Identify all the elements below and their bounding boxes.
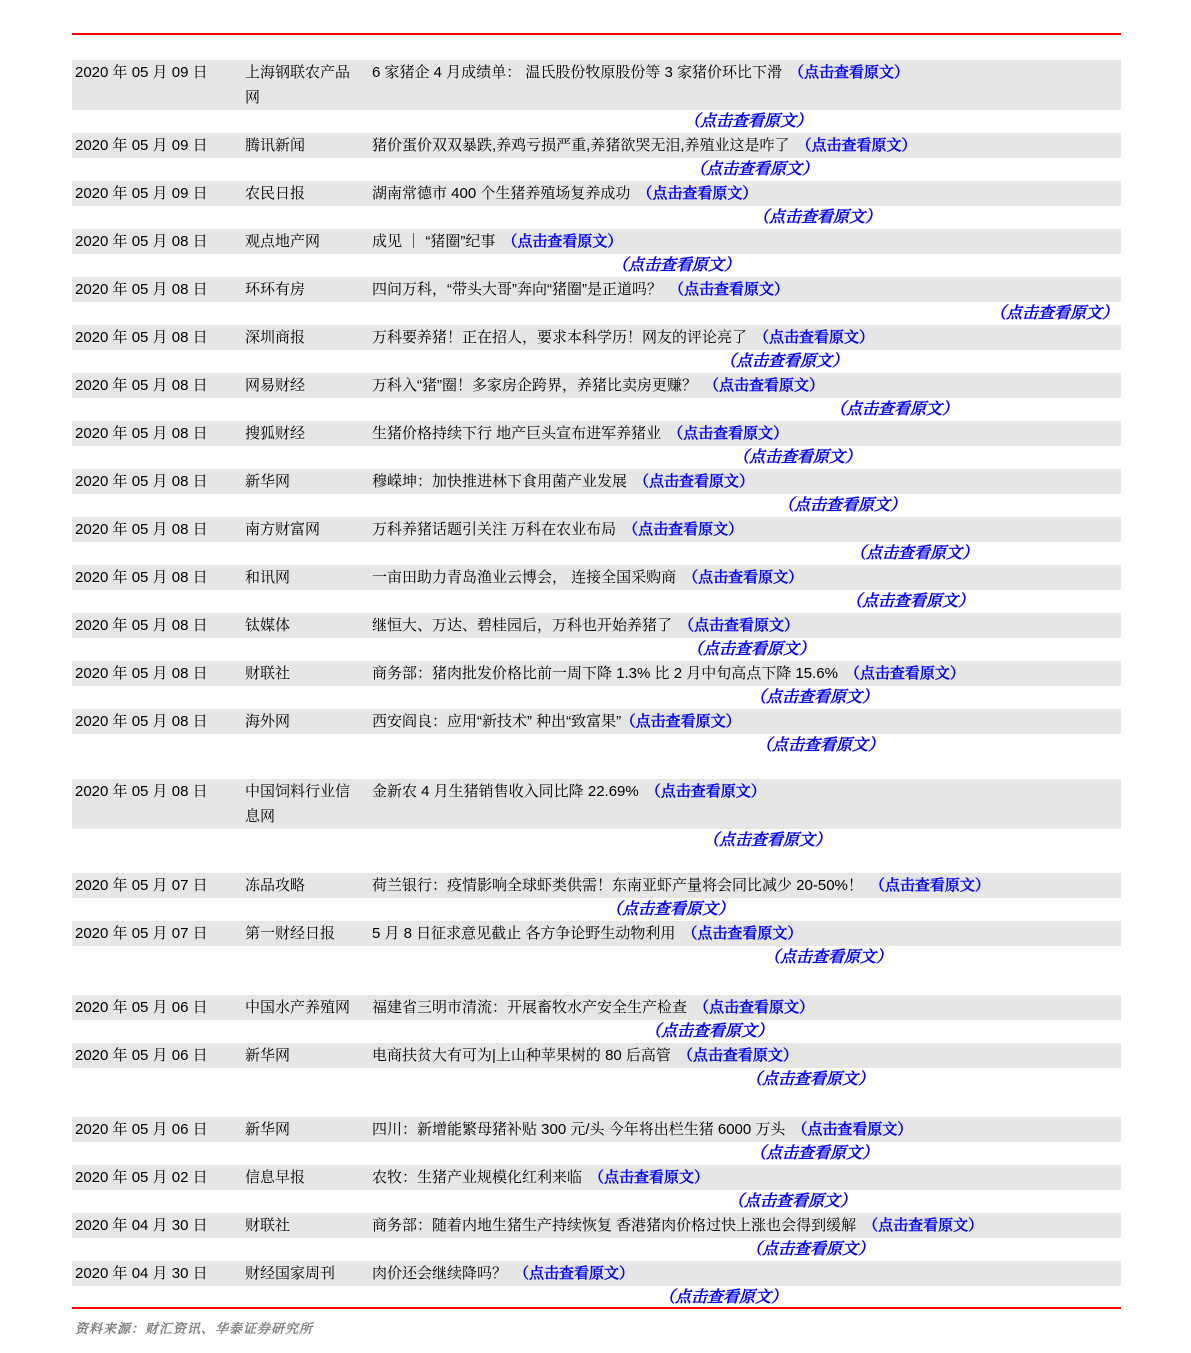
section-spacer: [72, 757, 1121, 779]
view-original-link-secondary[interactable]: （点击查看原文）: [728, 1193, 857, 1210]
gap-row: [72, 110, 1121, 133]
news-headline: 西安阎良：应用“新技术” 种出“致富果”: [372, 713, 622, 730]
news-headline: 继恒大、万达、碧桂园后，万科也开始养猪了: [372, 617, 673, 634]
view-original-link-secondary[interactable]: （点击查看原文）: [746, 1241, 875, 1258]
gap-row: [72, 590, 1121, 613]
news-headline-cell: [372, 1213, 1121, 1238]
news-headline-cell: [372, 613, 1121, 638]
news-source: 环环有房: [245, 281, 306, 298]
news-headline-cell: [372, 325, 1121, 350]
view-original-link[interactable]: （点击查看原文）: [677, 1047, 798, 1064]
news-row: [72, 229, 1121, 254]
news-row: [72, 1043, 1121, 1068]
news-source: 财经国家周刊: [245, 1265, 336, 1282]
gap-row: [72, 1238, 1121, 1261]
view-original-link[interactable]: （点击查看原文）: [682, 925, 803, 942]
news-headline: 穆嵘坤：加快推进林下食用菌产业发展: [372, 473, 628, 490]
news-row: [72, 995, 1121, 1020]
news-source: 观点地产网: [245, 233, 321, 250]
news-row: [72, 661, 1121, 686]
gap-row: [72, 158, 1121, 181]
news-source: 钛媒体: [245, 617, 291, 634]
news-source: 新华网: [245, 473, 291, 490]
gap-row: [72, 946, 1121, 969]
news-entry: [72, 1091, 1121, 1165]
news-date: 2020 年 05 月 08 日: [75, 281, 208, 298]
news-source: 腾讯新闻: [245, 137, 306, 154]
view-original-link-secondary[interactable]: （点击查看原文）: [753, 209, 882, 226]
view-original-link-secondary[interactable]: （点击查看原文）: [746, 1071, 875, 1088]
news-date: 2020 年 05 月 08 日: [75, 665, 208, 682]
news-headline-cell: [372, 779, 1121, 804]
view-original-link[interactable]: （点击查看原文）: [789, 64, 910, 81]
news-date: 2020 年 04 月 30 日: [75, 1217, 208, 1234]
news-date: 2020 年 05 月 07 日: [75, 877, 208, 894]
news-entry: [72, 852, 1121, 921]
view-original-link[interactable]: （点击查看原文）: [844, 665, 965, 682]
news-row: [72, 709, 1121, 734]
gap-row: [72, 302, 1121, 325]
news-row: [72, 60, 1121, 110]
news-headline-cell: [372, 60, 1121, 85]
news-headline-cell: [372, 873, 1121, 898]
view-original-link[interactable]: （点击查看原文）: [694, 999, 815, 1016]
news-date: 2020 年 05 月 08 日: [75, 329, 208, 346]
news-table: [72, 60, 1121, 1309]
news-date: 2020 年 05 月 08 日: [75, 521, 208, 538]
view-original-link-secondary[interactable]: （点击查看原文）: [659, 1289, 788, 1306]
news-headline: 猪价蛋价双双暴跌,养鸡亏损严重,养猪欲哭无泪,养殖业这是咋了: [372, 137, 790, 154]
view-original-link-secondary[interactable]: （点击查看原文）: [690, 161, 819, 178]
news-row: [72, 1117, 1121, 1142]
news-date: 2020 年 04 月 30 日: [75, 1265, 208, 1282]
news-headline: 四问万科，“带头大哥”奔向“猪圈”是正道吗？: [372, 281, 662, 298]
view-original-link[interactable]: （点击查看原文）: [792, 1121, 913, 1138]
news-source: 第一财经日报: [245, 925, 336, 942]
news-source: 上海钢联农产品网: [245, 64, 351, 106]
news-row: [72, 133, 1121, 158]
news-headline-cell: [372, 421, 1121, 446]
view-original-link-secondary[interactable]: （点击查看原文）: [720, 353, 849, 370]
news-date: 2020 年 05 月 08 日: [75, 233, 208, 250]
news-entry: [72, 613, 1121, 661]
gap-row: [72, 446, 1121, 469]
news-row: [72, 1261, 1121, 1286]
news-headline: 四川：新增能繁母猪补贴 300 元/头 今年将出栏生猪 6000 万头: [372, 1121, 786, 1138]
news-row: [72, 613, 1121, 638]
news-entry: [72, 1261, 1121, 1309]
gap-row: [72, 542, 1121, 565]
news-source: 财联社: [245, 665, 291, 682]
view-original-link-secondary[interactable]: （点击查看原文）: [750, 1145, 879, 1162]
news-entry: [72, 60, 1121, 133]
news-entry: [72, 1213, 1121, 1261]
news-entry: [72, 229, 1121, 277]
news-entry: [72, 325, 1121, 373]
news-headline: 金新农 4 月生猪销售收入同比降 22.69%: [372, 783, 639, 800]
view-original-link-secondary[interactable]: （点击查看原文）: [684, 113, 813, 130]
news-entry: [72, 757, 1121, 852]
news-source: 南方财富网: [245, 521, 321, 538]
divider-line-bottom: [72, 1307, 1121, 1309]
source-note: 资料来源：财汇资讯、华泰证券研究所: [75, 1321, 314, 1336]
news-headline-cell: [372, 133, 1121, 158]
gap-row: [72, 734, 1121, 757]
divider-line-top: [72, 33, 1121, 35]
view-original-link[interactable]: （点击查看原文）: [645, 783, 766, 800]
view-original-link-secondary[interactable]: （点击查看原文）: [830, 401, 959, 418]
news-source: 新华网: [245, 1047, 291, 1064]
view-original-link[interactable]: （点击查看原文）: [679, 617, 800, 634]
view-original-link[interactable]: （点击查看原文）: [796, 137, 917, 154]
view-original-link-secondary[interactable]: （点击查看原文）: [733, 449, 862, 466]
view-original-link-secondary[interactable]: （点击查看原文）: [612, 257, 741, 274]
news-headline: 商务部：猪肉批发价格比前一周下降 1.3% 比 2 月中旬高点下降 15.6%: [372, 665, 838, 682]
news-entry: [72, 661, 1121, 709]
news-date: 2020 年 05 月 09 日: [75, 185, 208, 202]
news-entry: [72, 133, 1121, 181]
news-source: 网易财经: [245, 377, 306, 394]
news-entry: [72, 421, 1121, 469]
news-date: 2020 年 05 月 08 日: [75, 713, 208, 730]
news-source: 信息早报: [245, 1169, 306, 1186]
news-date: 2020 年 05 月 06 日: [75, 1121, 208, 1138]
news-source: 中国水产养殖网: [245, 999, 351, 1016]
news-headline: 一亩田助力青岛渔业云博会， 连接全国采购商: [372, 569, 677, 586]
view-original-link[interactable]: （点击查看原文）: [628, 713, 741, 730]
view-original-link-secondary[interactable]: （点击查看原文）: [764, 949, 893, 966]
news-row: [72, 421, 1121, 446]
news-headline-cell: [372, 1117, 1121, 1142]
news-headline: 万科要养猪！正在招人，要求本科学历！网友的评论亮了: [372, 329, 748, 346]
news-row: [72, 873, 1121, 898]
news-source: 搜狐财经: [245, 425, 306, 442]
section-spacer: [72, 969, 1121, 995]
view-original-link-secondary[interactable]: （点击查看原文）: [778, 497, 907, 514]
news-headline-cell: [372, 277, 1121, 302]
news-headline-cell: [372, 517, 1121, 542]
news-entry: [72, 921, 1121, 969]
news-headline: 福建省三明市清流：开展畜牧水产安全生产检查: [372, 999, 688, 1016]
view-original-link[interactable]: （点击查看原文）: [754, 329, 875, 346]
news-headline-cell: [372, 921, 1121, 946]
news-entry: [72, 277, 1121, 325]
news-row: [72, 181, 1121, 206]
news-entry: [72, 517, 1121, 565]
news-headline-cell: [372, 181, 1121, 206]
view-original-link[interactable]: （点击查看原文）: [683, 569, 804, 586]
view-original-link[interactable]: （点击查看原文）: [869, 877, 990, 894]
news-date: 2020 年 05 月 06 日: [75, 999, 208, 1016]
view-original-link-secondary[interactable]: （点击查看原文）: [703, 832, 832, 849]
news-headline: 荷兰银行：疫情影响全球虾类供需！东南亚虾产量将会同比减少 20-50%！: [372, 877, 863, 894]
view-original-link-secondary[interactable]: （点击查看原文）: [687, 641, 816, 658]
news-headline: 肉价还会继续降吗？: [372, 1265, 508, 1282]
view-original-link[interactable]: （点击查看原文）: [668, 281, 789, 298]
news-headline: 商务部：随着内地生猪生产持续恢复 香港猪肉价格过快上涨也会得到缓解: [372, 1217, 857, 1234]
news-source: 冻品攻略: [245, 877, 306, 894]
view-original-link-secondary[interactable]: （点击查看原文）: [750, 689, 879, 706]
news-source: 新华网: [245, 1121, 291, 1138]
news-date: 2020 年 05 月 08 日: [75, 377, 208, 394]
gap-row: [72, 1020, 1121, 1043]
gap-row: [72, 1068, 1121, 1091]
news-source: 财联社: [245, 1217, 291, 1234]
news-headline-cell: [372, 1165, 1121, 1190]
news-row: [72, 565, 1121, 590]
news-entry: [72, 969, 1121, 1043]
news-headline-cell: [372, 709, 1121, 734]
view-original-link-secondary[interactable]: （点击查看原文）: [645, 1023, 774, 1040]
news-row: [72, 277, 1121, 302]
view-original-link-secondary[interactable]: （点击查看原文）: [756, 737, 885, 754]
view-original-link[interactable]: （点击查看原文）: [637, 185, 758, 202]
news-headline-cell: [372, 565, 1121, 590]
news-source: 深圳商报: [245, 329, 306, 346]
gap-row: [72, 638, 1121, 661]
news-entry: [72, 1043, 1121, 1091]
news-headline-cell: [372, 373, 1121, 398]
view-original-link[interactable]: （点击查看原文）: [668, 425, 789, 442]
news-date: 2020 年 05 月 09 日: [75, 64, 208, 81]
gap-row: [72, 206, 1121, 229]
gap-row: [72, 1142, 1121, 1165]
view-original-link[interactable]: （点击查看原文）: [514, 1265, 635, 1282]
news-date: 2020 年 05 月 09 日: [75, 137, 208, 154]
news-row: [72, 325, 1121, 350]
section-spacer: [72, 1091, 1121, 1117]
news-headline: 农牧：生猪产业规模化红利来临: [372, 1169, 583, 1186]
news-headline: 生猪价格持续下行 地产巨头宣布进军养猪业: [372, 425, 662, 442]
news-row: [72, 779, 1121, 829]
news-row: [72, 1165, 1121, 1190]
view-original-link[interactable]: （点击查看原文）: [623, 521, 744, 538]
news-date: 2020 年 05 月 08 日: [75, 425, 208, 442]
gap-row: [72, 686, 1121, 709]
view-original-link[interactable]: （点击查看原文）: [589, 1169, 710, 1186]
news-row: [72, 469, 1121, 494]
news-headline-cell: [372, 661, 1121, 686]
view-original-link[interactable]: （点击查看原文）: [704, 377, 825, 394]
news-date: 2020 年 05 月 06 日: [75, 1047, 208, 1064]
view-original-link-secondary[interactable]: （点击查看原文）: [850, 545, 979, 562]
news-row: [72, 921, 1121, 946]
news-headline-cell: [372, 469, 1121, 494]
gap-row: [72, 898, 1121, 921]
news-date: 2020 年 05 月 08 日: [75, 617, 208, 634]
gap-row: [72, 350, 1121, 373]
view-original-link-secondary[interactable]: （点击查看原文）: [990, 305, 1119, 322]
view-original-link[interactable]: （点击查看原文）: [502, 233, 623, 250]
view-original-link-secondary[interactable]: （点击查看原文）: [606, 901, 735, 918]
news-headline: 5 月 8 日征求意见截止 各方争论野生动物利用: [372, 925, 676, 942]
news-row: [72, 517, 1121, 542]
news-headline-cell: [372, 1261, 1121, 1286]
news-source: 中国饲料行业信息网: [245, 783, 351, 825]
news-date: 2020 年 05 月 08 日: [75, 473, 208, 490]
news-entry: [72, 709, 1121, 757]
news-entry: [72, 469, 1121, 517]
news-headline-cell: [372, 1043, 1121, 1068]
news-date: 2020 年 05 月 08 日: [75, 783, 208, 800]
gap-row: [72, 1286, 1121, 1309]
section-spacer: [72, 852, 1121, 873]
gap-row: [72, 1190, 1121, 1213]
news-headline-cell: [372, 995, 1121, 1020]
news-source: 和讯网: [245, 569, 291, 586]
news-headline: 万科入“猪”圈！多家房企跨界，养猪比卖房更赚？: [372, 377, 697, 394]
news-source: 农民日报: [245, 185, 306, 202]
news-row: [72, 373, 1121, 398]
gap-row: [72, 254, 1121, 277]
gap-row: [72, 494, 1121, 517]
news-entry: [72, 181, 1121, 229]
gap-row: [72, 829, 1121, 852]
news-entry: [72, 373, 1121, 421]
view-original-link-secondary[interactable]: （点击查看原文）: [846, 593, 975, 610]
news-headline-cell: [372, 229, 1121, 254]
view-original-link[interactable]: （点击查看原文）: [634, 473, 755, 490]
gap-row: [72, 398, 1121, 421]
news-row: [72, 1213, 1121, 1238]
news-headline: 6 家猪企 4 月成绩单： 温氏股份牧原股份等 3 家猪价环比下滑: [372, 64, 783, 81]
view-original-link[interactable]: （点击查看原文）: [863, 1217, 984, 1234]
news-headline: 电商扶贫大有可为|上山种苹果树的 80 后高管: [372, 1047, 671, 1064]
news-date: 2020 年 05 月 08 日: [75, 569, 208, 586]
news-headline: 万科养猪话题引关注 万科在农业布局: [372, 521, 617, 538]
news-entry: [72, 1165, 1121, 1213]
news-entry: [72, 565, 1121, 613]
news-date: 2020 年 05 月 02 日: [75, 1169, 208, 1186]
news-headline: 湖南常德市 400 个生猪养殖场复养成功: [372, 185, 631, 202]
news-source: 海外网: [245, 713, 291, 730]
news-headline: 成见 ｜ “猪圈”纪事: [372, 233, 496, 250]
news-date: 2020 年 05 月 07 日: [75, 925, 208, 942]
